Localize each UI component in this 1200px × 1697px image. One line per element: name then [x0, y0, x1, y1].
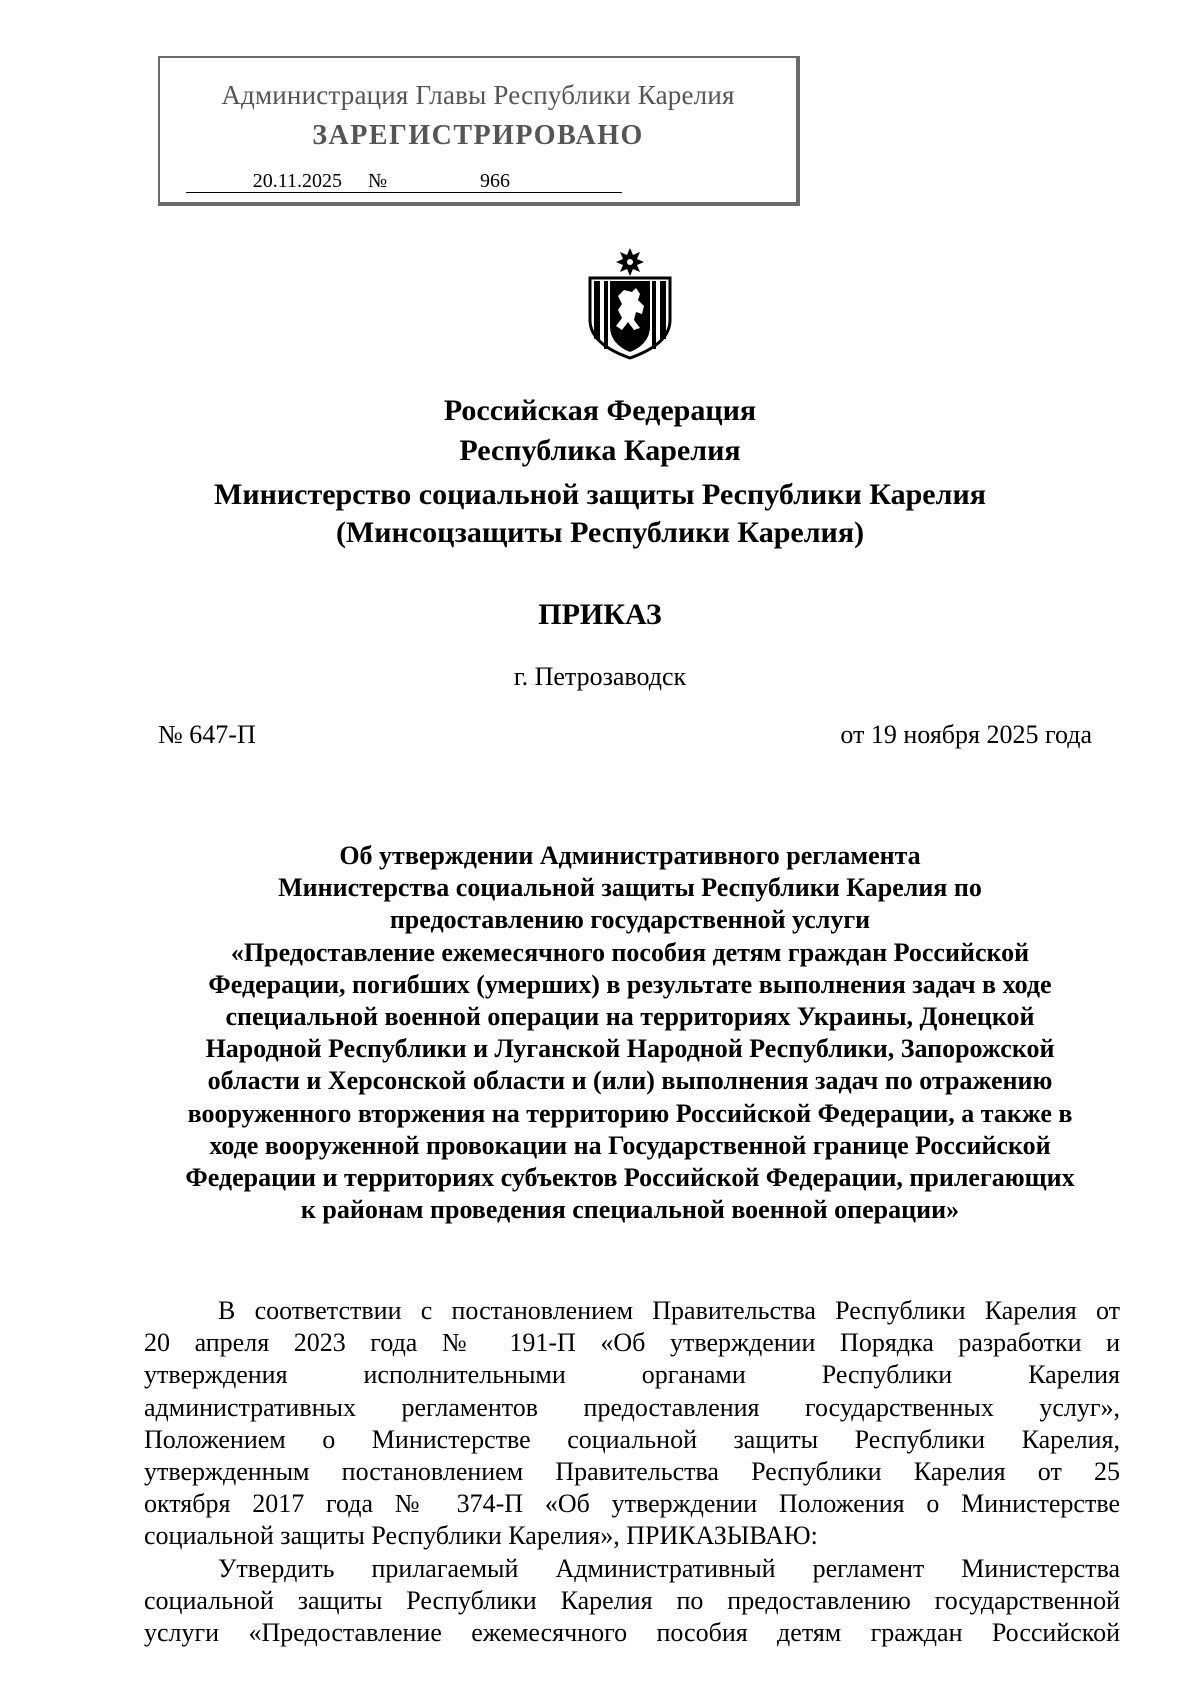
subject-line: к районам проведения специальной военной операции»: [300, 1195, 960, 1225]
header-republic: Республика Карелия: [459, 434, 741, 467]
stamp-authority: Администрация Главы Республики Карелия: [221, 80, 735, 110]
order-date: от 19 ноября 2025 года: [840, 720, 1092, 749]
header-ministry-short: (Минсоцзащиты Республики Карелия): [335, 516, 865, 549]
body-line: социальной защиты Республики Карелия по предоставлению государственной: [144, 1585, 1120, 1615]
subject-line: ходе вооруженной провокации на Государственной границе Российской: [209, 1130, 1051, 1160]
registration-stamp: [158, 56, 800, 206]
body-line: 20 апреля 2023 года № 191-П «Об утверждении Порядка разработки и: [144, 1328, 1120, 1358]
header-country: Российская Федерация: [443, 394, 757, 427]
subject-line: «Предоставление ежемесячного пособия детям граждан Российской: [230, 937, 1030, 967]
stamp-number-sign: №: [368, 170, 390, 193]
stamp-date: 20.11.2025: [252, 170, 342, 192]
stamp-number: 966: [390, 170, 622, 193]
order-subject: [140, 840, 1120, 1226]
subject-line: специальной военной операции на территориях Украины, Донецкой: [225, 1002, 1035, 1032]
header-ministry: Министерство социальной защиты Республики Карелия: [214, 478, 986, 511]
subject-line: вооруженного вторжения на территорию Российской Федерации, а также в: [187, 1098, 1073, 1128]
subject-line: Об утверждении Административного регламента: [339, 841, 921, 870]
order-city: г. Петрозаводск: [513, 662, 687, 691]
order-number: № 647-П: [158, 720, 256, 749]
order-title: ПРИКАЗ: [538, 598, 662, 631]
body-line: В соответствии с постановлением Правительства Республики Карелия от: [218, 1296, 1120, 1325]
karelia-coat-of-arms-icon: [582, 248, 678, 360]
stamp-date-field: [186, 170, 368, 193]
body-line: утверждения исполнительными органами Республики Карелия: [144, 1360, 1120, 1390]
subject-line: области и Херсонской области и (или) выполнения задач по отражению: [207, 1066, 1053, 1096]
body-line: социальной защиты Республики Карелия», ПРИКАЗЫВАЮ:: [144, 1521, 818, 1551]
subject-line: Федерации и территориях субъектов Российской Федерации, прилегающих: [185, 1163, 1075, 1193]
subject-line: Народной Республики и Луганской Народной Республики, Запорожской: [205, 1034, 1055, 1064]
order-body: [144, 1295, 1120, 1649]
subject-line: Федерации, погибших (умерших) в результате выполнения задач в ходе: [208, 969, 1052, 999]
stamp-registered: ЗАРЕГИСТРИРОВАНО: [312, 120, 644, 151]
body-line: октября 2017 года № 374-П «Об утверждении Положения о Министерстве: [144, 1489, 1120, 1519]
body-line: Положением о Министерстве социальной защиты Республики Карелия,: [144, 1424, 1120, 1454]
body-line: утвержденным постановлением Правительства Республики Карелия от 25: [144, 1456, 1120, 1486]
subject-line: предоставлению государственной услуги: [389, 905, 871, 935]
subject-line: Министерства социальной защиты Республики Карелия по: [278, 873, 982, 903]
body-line: услуги «Предоставление ежемесячного пособия детям граждан Российской: [144, 1617, 1120, 1647]
body-line: Утвердить прилагаемый Административный регламент Министерства: [218, 1553, 1120, 1583]
body-line: административных регламентов предоставления государственных услуг»,: [144, 1392, 1120, 1422]
